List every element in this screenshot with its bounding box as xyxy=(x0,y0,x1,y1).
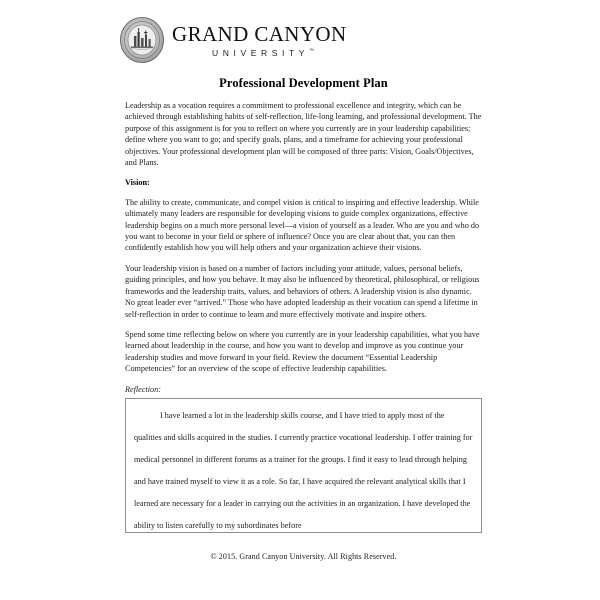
logo-secondary-text: UNIVERSITY™ xyxy=(212,48,315,59)
vision-paragraph-1: The ability to create, communicate, and compel vision is critical to inspiring and effective leadership. While ultimately many leaders are responsible for developing visions to guide complex organizations, effective leadership begins on a much more personal level—a vision of yourself as a leader. Who are you and who do you want to become in your field or sphere of influence? Once you are clear about that, you can then confidently establish how you will help others and your organization achieve their visions. xyxy=(125,197,480,253)
university-wordmark xyxy=(172,22,347,58)
reflection-label: Reflection: xyxy=(125,384,161,394)
reflection-input-box[interactable] xyxy=(125,398,482,533)
copyright-footer: © 2015. Grand Canyon University. All Rights Reserved. xyxy=(210,551,397,561)
vision-paragraph-2: Your leadership vision is based on a number of factors including your attitude, values, personal beliefs, guiding principles, and how you behave. It may also be influenced by theoretical, philosophical, or religious frameworks and the leadership traits, values, and behaviors of others. A leadership vision is also dynamic. No great leader ever “arrived.” Those who have adopted leadership as their vocation can spend a lifetime in self-reflection in order to continue to learn and more effectively motivate and inspire others. xyxy=(125,263,480,319)
reflection-text-value[interactable]: I have learned a lot in the leadership skills course, and I have tried to apply most of the qualities and skills acquired in the studies. I currently practice vocational leadership. I offer training for medical personnel in different forums as a trainer for the groups. I find it easy to lead through helping and have trained myself to view it as a role. So far, I have acquired the relevant analytical skills that I learned are necessary for a leader in carrying out the activities in an organization. I have developed the ability to listen carefully to my subordinates before xyxy=(134,410,473,530)
document-header xyxy=(0,0,600,59)
trademark-icon: ™ xyxy=(309,48,315,55)
vision-heading: Vision: xyxy=(125,178,150,188)
vision-paragraph-3: Spend some time reflecting below on where you currently are in your leadership capabilities, what you have learned about leadership in the course, and how you want to develop and improve as you continue your leadership studies and move forward in your field. Review the document “Essential Leadership Competencies” for an overview of the scope of effective leadership capabilities. xyxy=(125,329,480,374)
document-body xyxy=(0,76,600,561)
logo-primary-text: GRAND CANYON xyxy=(172,22,347,47)
university-seal-icon xyxy=(118,16,166,64)
intro-paragraph: Leadership as a vocation requires a commitment to professional excellence and integrity, which can be achieved through establishing habits of self-reflection, life-long learning, and professional development. The purpose of this assignment is for you to reflect on where you currently are in your leadership capabilities; define where you want to go; and specify goals, plans, and a timeframe for achieving your professional objectives. Your professional development plan will be composed of three parts: Vision, Goals/Objectives, and Plans. xyxy=(125,101,482,168)
page-title: Professional Development Plan xyxy=(219,76,388,90)
